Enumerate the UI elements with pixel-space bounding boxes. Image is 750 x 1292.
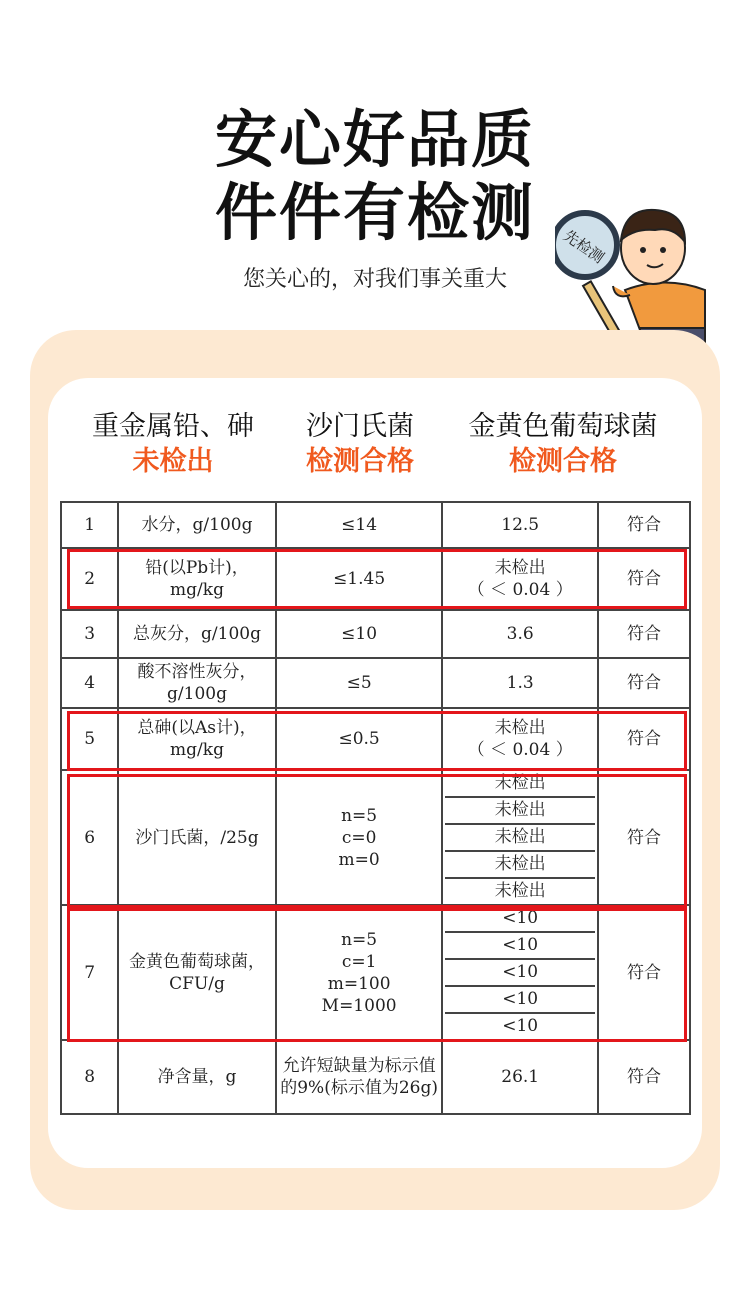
test-item: 总砷(以As计)，mg/kg — [118, 708, 276, 770]
test-item: 酸不溶性灰分，g/100g — [118, 658, 276, 708]
result-line: <10 — [445, 1012, 594, 1039]
result-line: <10 — [502, 908, 539, 928]
verdict: 符合 — [598, 548, 690, 610]
result-line: 未检出 — [445, 877, 594, 904]
table-row — [61, 1040, 690, 1114]
result-value: 26.1 — [442, 1040, 597, 1114]
result-value: 3.6 — [442, 610, 597, 658]
limit-value: ≤0.5 — [276, 708, 443, 770]
limit-value — [276, 905, 443, 1040]
result-value — [442, 770, 597, 905]
magnifier-label: 先检测 — [560, 226, 608, 267]
test-item: 净含量，g — [118, 1040, 276, 1114]
limit-line: n=5 — [341, 929, 378, 950]
limit-value: ≤1.45 — [276, 548, 443, 610]
table-row — [61, 905, 690, 1040]
limit-line: n=5 — [341, 805, 378, 826]
page-subtitle: 您关心的，对我们事关重大 — [242, 267, 507, 292]
test-item: 水分，g/100g — [118, 502, 276, 548]
verdict: 符合 — [598, 502, 690, 548]
result-value — [442, 708, 597, 770]
table-row — [61, 658, 690, 708]
limit-value: 允许短缺量为标示值的9%(标示值为26g) — [276, 1040, 443, 1114]
result-line: 未检出 — [445, 796, 594, 823]
table-row — [61, 708, 690, 770]
test-item: 铅(以Pb计)，mg/kg — [118, 548, 276, 610]
row-number: 5 — [61, 708, 118, 770]
column-status: 未检出 — [132, 446, 214, 477]
row-number: 1 — [61, 502, 118, 548]
result-line: 未检出 — [494, 773, 546, 793]
row-number: 2 — [61, 548, 118, 610]
result-value: 12.5 — [442, 502, 597, 548]
table-row — [61, 610, 690, 658]
verdict: 符合 — [598, 610, 690, 658]
column-name: 重金属铅、砷 — [92, 411, 254, 442]
result-value: 1.3 — [442, 658, 597, 708]
column-name: 沙门氏菌 — [306, 411, 414, 442]
limit-value: ≤5 — [276, 658, 443, 708]
limit-line: c=0 — [341, 827, 377, 848]
limit-line: m=0 — [338, 849, 380, 870]
result-value — [442, 548, 597, 610]
limit-value: ≤14 — [276, 502, 443, 548]
table-row — [61, 770, 690, 905]
result-line: <10 — [445, 985, 594, 1012]
table-row — [61, 502, 690, 548]
result-value — [442, 905, 597, 1040]
limit-line: m=100 — [327, 973, 391, 994]
page-title-line2: 件件有检测 — [214, 176, 535, 249]
column-heading-staph-aureus — [450, 410, 676, 480]
column-status: 检测合格 — [509, 446, 617, 477]
table-row — [61, 548, 690, 610]
result-line: （ ＜ 0.04 ） — [467, 740, 573, 760]
column-heading-salmonella — [290, 410, 430, 480]
result-line: 未检出 — [494, 558, 546, 578]
column-heading-heavy-metals — [68, 410, 278, 480]
result-line: 未检出 — [445, 850, 594, 877]
row-number: 3 — [61, 610, 118, 658]
row-number: 7 — [61, 905, 118, 1040]
verdict: 符合 — [598, 708, 690, 770]
row-number: 6 — [61, 770, 118, 905]
limit-line: M=1000 — [321, 995, 397, 1016]
limit-line: c=1 — [341, 951, 377, 972]
test-report-table — [60, 501, 691, 1115]
result-line: （ ＜ 0.04 ） — [467, 580, 573, 600]
limit-value — [276, 770, 443, 905]
test-item: 总灰分，g/100g — [118, 610, 276, 658]
test-item: 金黄色葡萄球菌，CFU/g — [118, 905, 276, 1040]
test-item: 沙门氏菌，/25g — [118, 770, 276, 905]
result-line: 未检出 — [494, 718, 546, 738]
row-number: 4 — [61, 658, 118, 708]
result-line: <10 — [445, 931, 594, 958]
row-number: 8 — [61, 1040, 118, 1114]
verdict: 符合 — [598, 1040, 690, 1114]
limit-value: ≤10 — [276, 610, 443, 658]
result-line: <10 — [445, 958, 594, 985]
verdict: 符合 — [598, 770, 690, 905]
verdict: 符合 — [598, 905, 690, 1040]
verdict: 符合 — [598, 658, 690, 708]
column-status: 检测合格 — [306, 446, 414, 477]
result-line: 未检出 — [445, 823, 594, 850]
page-title-line1: 安心好品质 — [214, 103, 535, 176]
column-name: 金黄色葡萄球菌 — [468, 411, 658, 442]
